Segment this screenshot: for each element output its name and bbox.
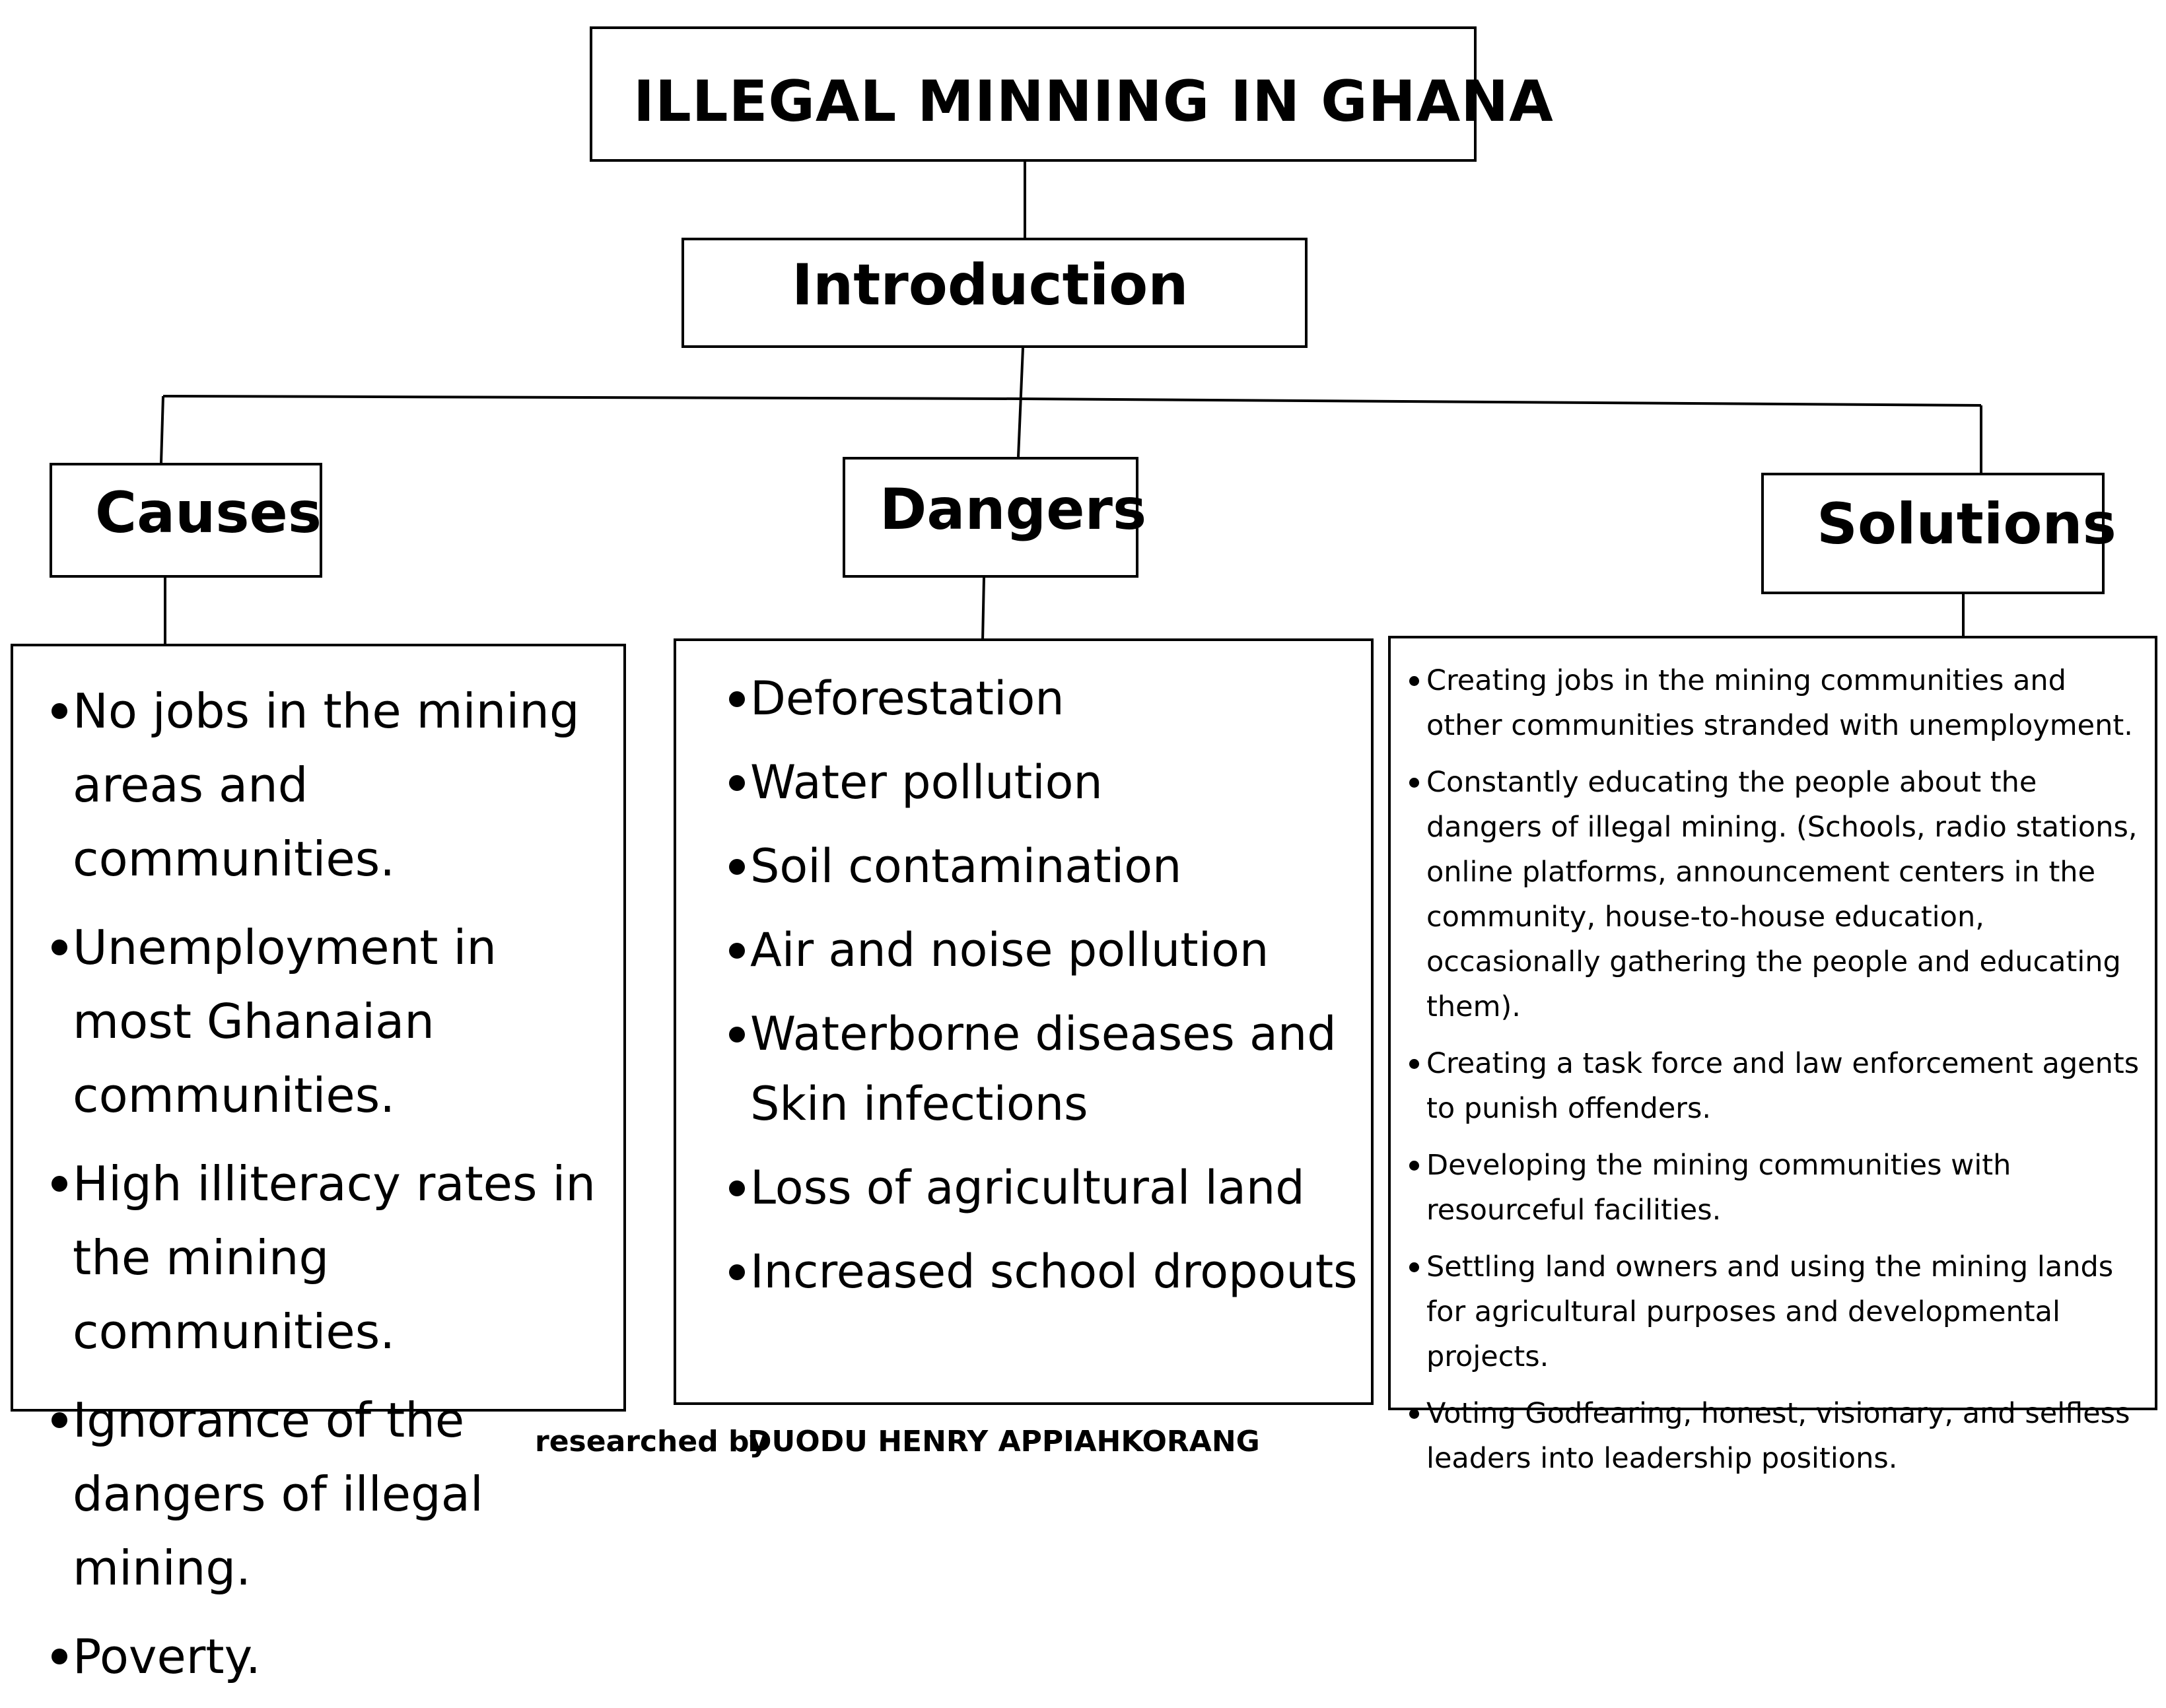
solutions-heading: Solutions bbox=[1817, 491, 2116, 557]
dangers-item: Soil contamination bbox=[722, 831, 1363, 901]
causes-heading: Causes bbox=[95, 480, 322, 546]
causes-list-box bbox=[11, 644, 626, 1684]
solutions-item: Constantly educating the people about the dangers of illegal mining. (Schools, radio stations, online platforms, announcement centers in the community, house-to-house education, occasionally gathering the people and educating them). bbox=[1407, 760, 2149, 1029]
introduction-label: Introduction bbox=[792, 252, 1189, 318]
branch-causes-drop bbox=[161, 396, 163, 463]
dangers-list-box bbox=[674, 638, 1374, 1405]
causes-item: High illiteracy rates in the mining communities. bbox=[46, 1147, 627, 1369]
title-box bbox=[590, 26, 1554, 162]
dangers-item: Increased school dropouts bbox=[722, 1237, 1363, 1307]
solutions-list-box bbox=[1388, 636, 2157, 1475]
causes-list bbox=[46, 674, 627, 1708]
credit-author: DUODU HENRY APPIAHKORANG bbox=[748, 1425, 1260, 1458]
credit-label: researched by bbox=[535, 1425, 769, 1458]
introduction-box bbox=[681, 238, 1308, 348]
dangers-list bbox=[722, 664, 1363, 1320]
solutions-item: Settling land owners and using the mining lands for agricultural purposes and developmental projects. bbox=[1407, 1245, 2149, 1379]
solutions-item: Developing the mining communities with resourceful facilities. bbox=[1407, 1143, 2149, 1233]
causes-heading-box bbox=[50, 463, 322, 578]
dangers-item: Loss of agricultural land bbox=[722, 1153, 1363, 1223]
diagram-title: ILLEGAL MINNING IN GHANA bbox=[633, 69, 1554, 135]
solutions-list bbox=[1407, 658, 2149, 1493]
solutions-item: Creating a task force and law enforcement agents to punish offenders. bbox=[1407, 1041, 2149, 1131]
causes-item: Poverty. bbox=[46, 1620, 627, 1693]
dangers-item: Water pollution bbox=[722, 747, 1363, 817]
dangers-item: Waterborne diseases and Skin infections bbox=[722, 999, 1363, 1139]
causes-item: Ignorance of the dangers of illegal mining. bbox=[46, 1383, 627, 1605]
solutions-item: Voting Godfearing, honest, visionary, and selfless leaders into leadership positions. bbox=[1407, 1391, 2149, 1481]
dangers-item: Deforestation bbox=[722, 664, 1363, 734]
causes-item: No jobs in the mining areas and communities. bbox=[46, 674, 627, 896]
intro-branch-stem bbox=[1018, 348, 1023, 457]
dangers-heading: Dangers bbox=[880, 477, 1147, 543]
branch-bar bbox=[163, 396, 1981, 405]
solutions-heading-box bbox=[1761, 473, 2116, 594]
solutions-item: Creating jobs in the mining communities and other communities stranded with unemployment. bbox=[1407, 658, 2149, 748]
dangers-item: Air and noise pollution bbox=[722, 915, 1363, 985]
causes-item: Unemployment in most Ghanaian communities. bbox=[46, 910, 627, 1132]
dangers-list-connector bbox=[983, 578, 984, 641]
dangers-heading-box bbox=[843, 457, 1147, 578]
